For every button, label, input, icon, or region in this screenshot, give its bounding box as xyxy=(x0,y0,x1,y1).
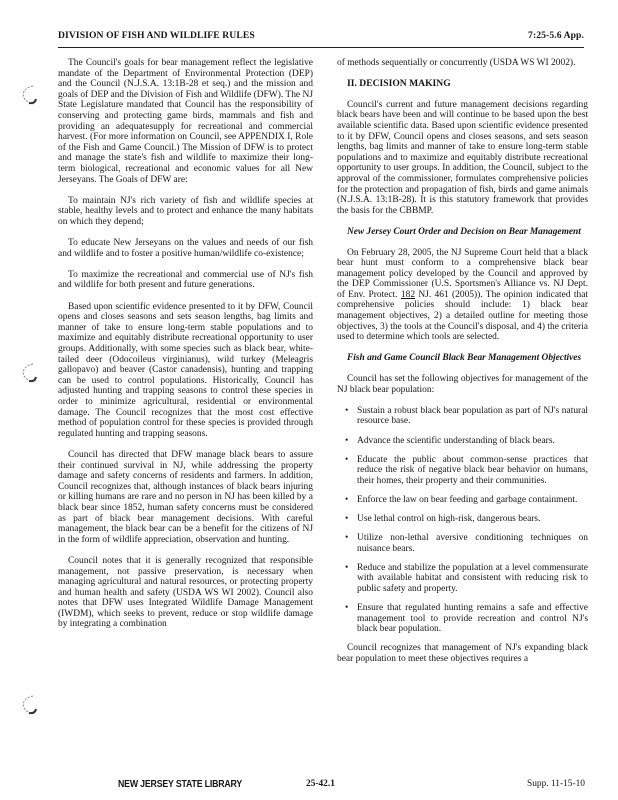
header-code: 7:25-5.6 App. xyxy=(528,30,584,41)
objective-text: Enforce the law on bear feeding and garbage containment. xyxy=(357,494,578,505)
header-rule xyxy=(58,47,584,48)
list-item xyxy=(345,514,588,525)
objective-text: Advance the scientific understanding of black bears. xyxy=(357,435,555,446)
list-item xyxy=(345,455,588,487)
paragraph-dfw-directive: Council has directed that DFW manage black bears to assure their continued survival in NJ, while addressing the property damage and safety concerns of residents and farmers. In addition, Council recognizes that, although instances of black bears injuring or killing humans are rare and no person in NJ has been killed by a black bear since 1852, human safety concerns must be considered as part of black bear management decisions. With careful management, the black bear can be a benefit for the citizens of NJ in the form of wildlife appreciation, observation and hunting. xyxy=(58,449,313,545)
list-item xyxy=(345,563,588,595)
objective-text: Use lethal control on high-risk, dangerous bears. xyxy=(357,513,541,524)
paragraph-goal-maximize: To maximize the recreational and commercial use of NJ's fish and wildlife for both present and future generations. xyxy=(58,269,313,291)
section-heading-decision-making: II. DECISION MAKING xyxy=(347,78,451,90)
left-column xyxy=(58,58,313,641)
running-header xyxy=(58,30,584,44)
paragraph-closing: Council recognizes that management of NJ's expanding black bear population to meet these objectives requires a xyxy=(337,643,588,664)
list-item xyxy=(345,603,588,635)
paragraph-court-order xyxy=(337,248,588,343)
bullet-icon: • xyxy=(345,494,349,505)
court-text-part-2: NJ. 461 (2005)). The opinion indicated that comprehensive policies should include: 1) black bear management objectives, 2) a detailed outline for meeting those objectives, 3) the tools at the Council's disposal, and 4) the criteria used to determine which tools are selected. xyxy=(337,289,589,343)
objective-text: Ensure that regulated hunting remains a safe and effective management tool to provide recreation and control NJ's black bear population. xyxy=(357,603,588,635)
bullet-icon: • xyxy=(345,603,349,614)
paragraph-goal-educate: To educate New Jerseyans on the values and needs of our fish and wildlife and to foster a positive human/wildlife co-existence; xyxy=(58,238,313,259)
list-item xyxy=(345,533,588,554)
objectives-list xyxy=(337,406,588,635)
court-citation-volume: 182 xyxy=(400,289,416,300)
paragraph-council-goals: The Council's goals for bear management reflect the legislative mandate of the Department of Environmental Protection (DEP) and the Council (N.J.S.A. 13:1B-28 et seq.) and the mission and goals of DEP and the Division of Fish and Wildlife (DFW). The NJ State Legislature mandated that Council has the responsibility of conserving and protecting game birds, mammals and fish and providing an adequatesupply for recreational and commercial harvest. (For more information on Council, see APPENDIX I, Role of the Fish and Game Council.) The Mission of DFW is to protect and manage the state's fish and wildlife to maximize their long-term biological, recreational and economic values for all New Jerseyans. The Goals of DFW are: xyxy=(58,58,313,185)
paragraph-scientific-evidence: Based upon scientific evidence presented to it by DFW, Council opens and closes seasons and sets season lengths, bag limits and manner of take to ensure long-term stable populations and to maximize and equitably distribute recreational opportunity to user groups. Additionally, with some species such as black bear, white-tailed deer (Odocoileus virginianus), wild turkey (Meleagris gallopavo) and beaver (Castor canadensis), hunting and trapping can be used to control populations. Historically, Council has adjusted hunting and trapping seasons to control these species in order to minimize agricultural, residential or environmental damage. The Council recognizes that the most cost effective method of population control for these species is provided through regulated hunting and trapping seasons. xyxy=(58,301,313,439)
paragraph-goal-maintain: To maintain NJ's rich variety of fish and wildlife species at stable, healthy levels and to protect and enhance the many habitats on which they depend; xyxy=(58,195,313,227)
list-item xyxy=(345,495,588,506)
list-item xyxy=(345,436,588,447)
binder-hole-mark xyxy=(15,694,37,716)
header-section-title: DIVISION OF FISH AND WILDLIFE RULES xyxy=(58,30,255,41)
court-text-part-1: On February 28, 2005, the NJ Supreme Court held that a black bear hunt must conform to a comprehensive black bear management policy developed by the Council and approved by the DEP Commissioner (U.S. Sportsmen's Alliance vs. NJ Dept. of Env. Protect. xyxy=(337,247,588,300)
paragraph-decision-making: Council's current and future management decisions regarding black bears have been and will continue to be based upon the best available scientific data. Based upon scientific evidence presented to it by DFW, Council opens and closes seasons, and sets season lengths, bag limits and manner of take to ensure long-term stable populations and to maximize and equitably distribute recreational opportunity to user groups. In addition, the Council, subject to the approval of the commissioner, formulates comprehensive policies for the protection and propagation of fish, birds and game animals (N.J.S.A. 13:1B-28). It is this statutory framework that provides the basis for the CBBMP. xyxy=(337,99,588,216)
bullet-icon: • xyxy=(345,405,349,416)
right-column xyxy=(337,58,588,675)
objective-text: Sustain a robust black bear population as part of NJ's natural resource base. xyxy=(357,405,588,427)
list-item xyxy=(345,406,588,427)
binder-hole-mark xyxy=(15,84,37,106)
paragraph-continuation: of methods sequentially or concurrently (USDA WS WI 2002). xyxy=(337,58,576,68)
paragraph-responsible-management: Council notes that it is generally recognized that responsible management, not passive preservation, is necessary when managing agricultural and natural resources, or protecting property and human health and safety (USDA WS WI 2002). Council also notes that DFW uses Integrated Wildlife Damage Management (IWDM), which seeks to prevent, reduce or stop wildlife damage by integrating a combination xyxy=(58,555,313,630)
bullet-icon: • xyxy=(345,562,349,573)
library-stamp: NEW JERSEY STATE LIBRARY xyxy=(118,779,243,790)
bullet-icon: • xyxy=(345,435,349,446)
page-number: 25-42.1 xyxy=(306,779,335,789)
binder-hole-mark xyxy=(15,362,37,384)
objective-text: Reduce and stabilize the population at a level commensurate with available habitat and consistent with reducing risk to public safety and property. xyxy=(357,562,588,594)
subheading-management-objectives: Fish and Game Council Black Bear Management Objectives xyxy=(347,353,582,364)
objective-text: Utilize non-lethal aversive conditioning techniques on nuisance bears. xyxy=(357,533,588,554)
bullet-icon: • xyxy=(345,533,349,544)
objective-text: Educate the public about common-sense practices that reduce the risk of negative black bear behavior on humans, their homes, their property and their communities. xyxy=(357,454,588,486)
supplement-date: Supp. 11-15-10 xyxy=(527,779,585,789)
subheading-court-order: New Jersey Court Order and Decision on Bear Management xyxy=(347,226,581,237)
paragraph-objectives-intro: Council has set the following objectives for management of the NJ black bear population: xyxy=(337,374,588,395)
bullet-icon: • xyxy=(345,513,349,524)
bullet-icon: • xyxy=(345,454,349,465)
